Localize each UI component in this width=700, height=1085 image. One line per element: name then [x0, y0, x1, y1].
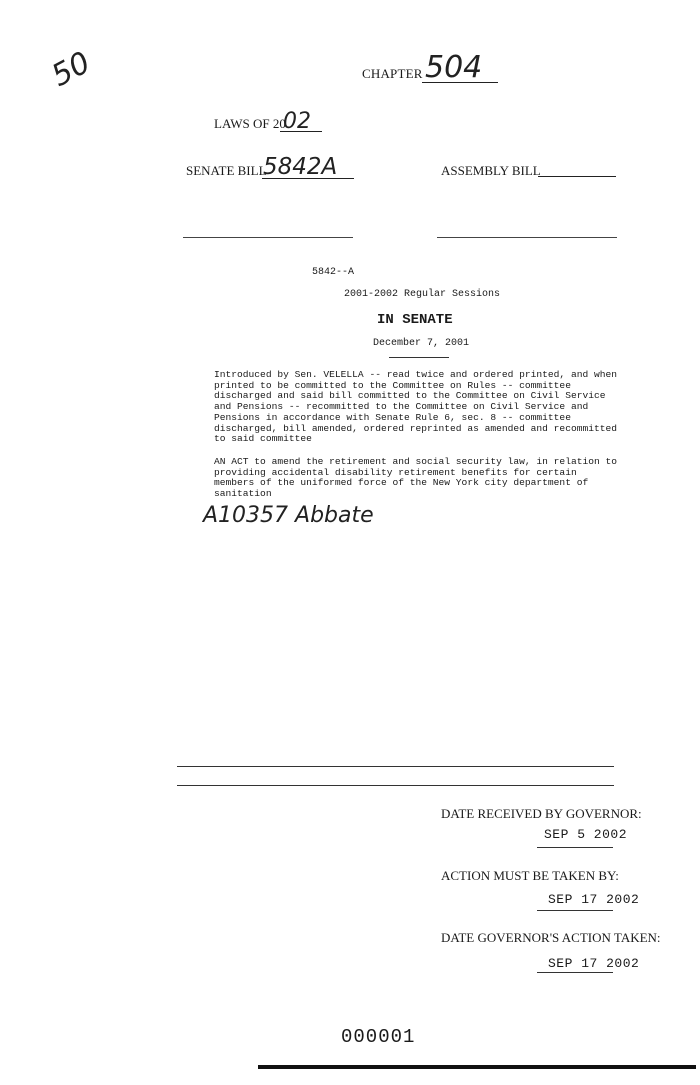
introduction-paragraph [214, 370, 622, 445]
action-taken-value: SEP 17 2002 [548, 956, 640, 971]
handwritten-annotation: A10357 Abbate [203, 503, 374, 528]
session-title: 2001-2002 Regular Sessions [344, 289, 501, 300]
action-taken-label: DATE GOVERNOR'S ACTION TAKEN: [441, 930, 661, 945]
date-received-label: DATE RECEIVED BY GOVERNOR: [441, 806, 642, 821]
act-title-paragraph [214, 457, 622, 500]
assembly-bill-label: ASSEMBLY BILL [441, 163, 541, 178]
introduction-line: to said committee [214, 433, 312, 445]
divider-rule [177, 785, 614, 786]
chapter-underline [422, 82, 498, 83]
date-received-underline [537, 847, 613, 848]
laws-label: LAWS OF 20 [214, 116, 286, 131]
assembly-bill-underline [538, 176, 616, 177]
signature-line-right [437, 237, 617, 238]
act-line: members of the uniformed force of the New York city department of [214, 477, 589, 489]
laws-year: 02 [283, 109, 311, 134]
senate-bill-number: 5842A [263, 154, 338, 180]
introduction-line: discharged, bill amended, ordered reprinted as amended and recommitted [214, 422, 618, 434]
corner-handwritten-mark: 50 [46, 45, 97, 94]
bill-number: 5842--A [312, 267, 355, 278]
laws-underline [280, 131, 322, 132]
divider-rule [177, 766, 614, 767]
introduction-date: December 7, 2001 [373, 338, 470, 349]
bottom-edge-bar [258, 1065, 696, 1069]
act-line: AN ACT to amend the retirement and social security law, in relation to [214, 456, 618, 467]
introduction-line: discharged and said bill committed to the Committee on Civil Service [214, 390, 606, 402]
introduction-line: and Pensions -- recommitted to the Committee on Civil Service and [214, 401, 589, 413]
introduction-line: Introduced by Sen. VELELLA -- read twice and ordered printed, and when [214, 369, 618, 380]
date-received-value: SEP 5 2002 [544, 827, 628, 842]
chapter-label: CHAPTER [362, 66, 423, 81]
chamber-heading: IN SENATE [377, 312, 453, 328]
senate-bill-underline [262, 178, 354, 179]
act-line: sanitation [214, 488, 272, 500]
act-line: providing accidental disability retirement benefits for certain [214, 466, 577, 478]
introduction-line: printed to be committed to the Committee on Rules -- committee [214, 379, 571, 391]
action-taken-underline [537, 972, 613, 973]
page-number: 000001 [341, 1026, 416, 1048]
signature-line-left [183, 237, 353, 238]
action-deadline-underline [537, 910, 613, 911]
introduction-line: Pensions in accordance with Senate Rule 6, sec. 8 -- committee [214, 411, 571, 423]
action-deadline-value: SEP 17 2002 [548, 892, 640, 907]
date-rule [389, 357, 449, 358]
chapter-number: 504 [425, 50, 483, 85]
senate-bill-label: SENATE BILL [186, 163, 267, 178]
action-deadline-label: ACTION MUST BE TAKEN BY: [441, 868, 619, 883]
